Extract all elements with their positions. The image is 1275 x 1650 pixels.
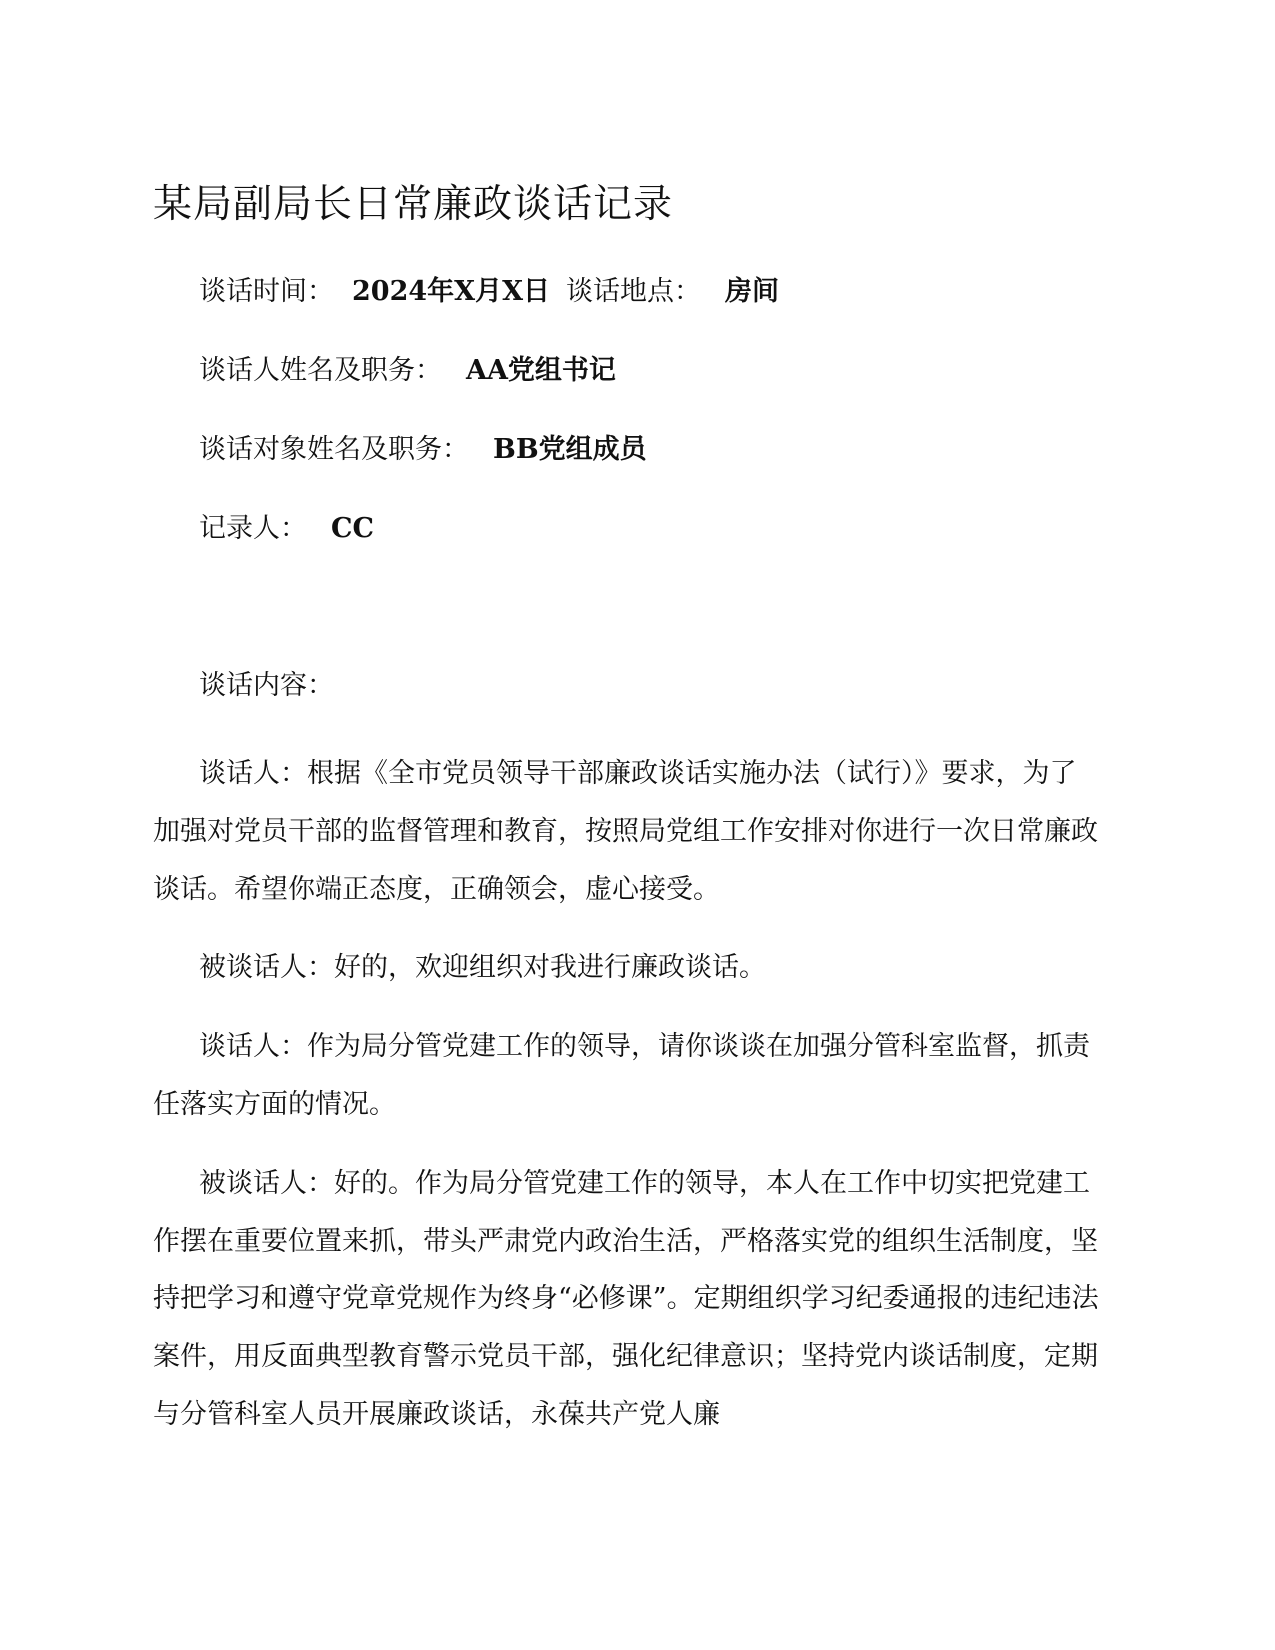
- meta-recorder-row: [199, 511, 374, 547]
- time-label: 谈话时间：: [199, 276, 334, 307]
- recorder-label: 记录人：: [199, 513, 307, 544]
- paragraph-interviewer-1: 谈话人：根据《全市党员领导干部廉政谈话实施办法（试行）》要求，为了加强对党员干部的监督管理和教育，按照局党组工作安排对你进行一次日常廉政谈话。希望你端正态度，正确领会，虚心接受。: [153, 758, 1098, 905]
- interviewee-label: 谈话对象姓名及职务：: [199, 434, 469, 465]
- interviewee-value: BB党组成员: [493, 434, 647, 465]
- interviewer-label: 谈话人姓名及职务：: [199, 355, 442, 386]
- paragraph-interviewer-2: 谈话人：作为局分管党建工作的领导，请你谈谈在加强分管科室监督，抓责任落实方面的情况。: [153, 1031, 1090, 1120]
- document-title: 某局副局长日常廉政谈话记录: [153, 182, 674, 227]
- paragraph-interviewee-1: 被谈话人：好的，欢迎组织对我进行廉政谈话。: [199, 952, 766, 984]
- conversation-body: [153, 745, 1103, 1465]
- meta-interviewer-row: [199, 353, 616, 389]
- place-label: 谈话地点：: [566, 276, 702, 307]
- recorder-value: CC: [331, 513, 374, 544]
- interviewer-value: AA党组书记: [466, 355, 616, 386]
- content-label: 谈话内容：: [199, 670, 334, 701]
- meta-time-place-row: [199, 274, 779, 310]
- place-value: 房间: [725, 276, 780, 307]
- meta-interviewee-row: [199, 432, 647, 468]
- time-value: 2024年X月X日: [352, 276, 551, 307]
- paragraph-interviewee-2: 被谈话人：好的。作为局分管党建工作的领导，本人在工作中切实把党建工作摆在重要位置来抓，带头严肃党内政治生活，严格落实党的组织生活制度，坚持把学习和遵守党章党规作为终身“必修课”。定期组织学习纪委通报的违纪违法案件，用反面典型教育警示党员干部，强化纪律意识；坚持党内谈话制度，定期与分管科室人员开展廉政谈话，永葆共产党人廉: [153, 1167, 1099, 1430]
